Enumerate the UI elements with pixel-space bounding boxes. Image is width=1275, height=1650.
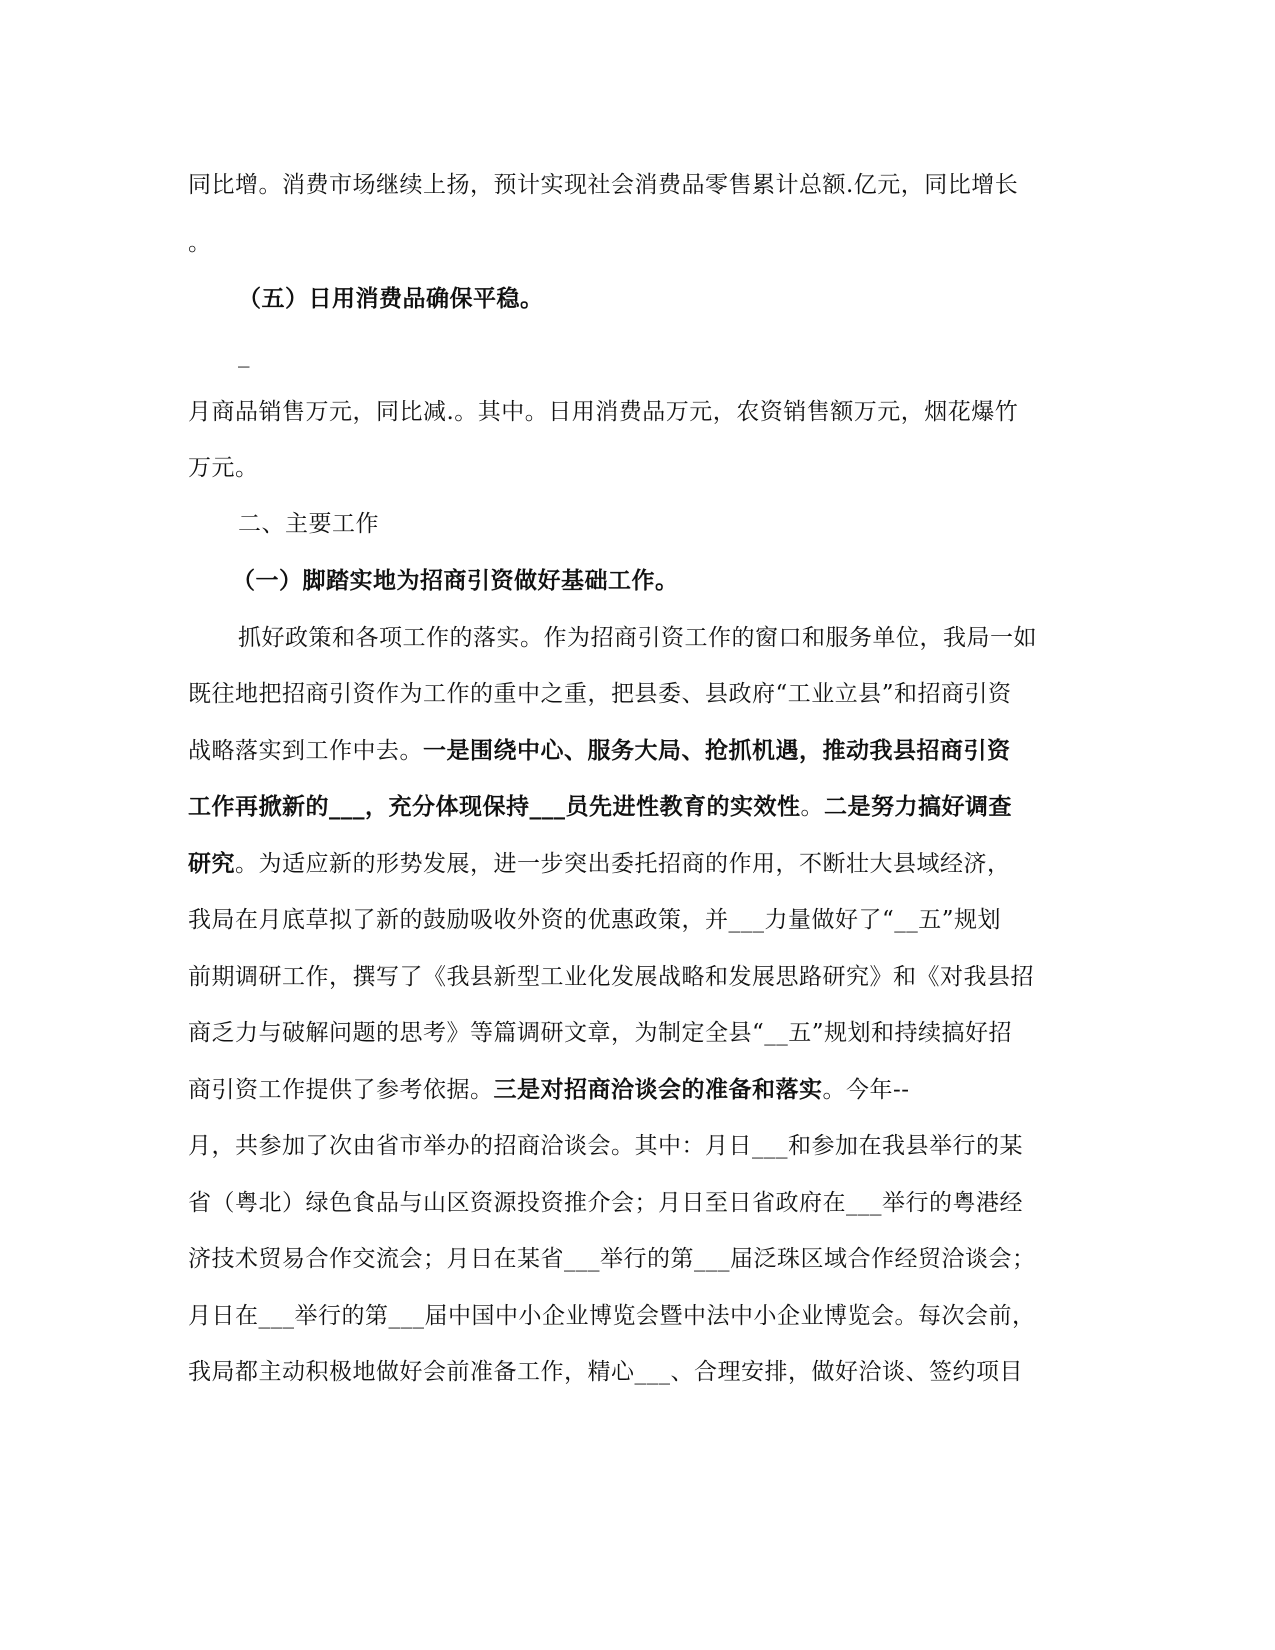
bold-text: 三是对招商洽谈会的准备和落实 xyxy=(493,1077,823,1103)
line-text: 战略落实到工作中去。 xyxy=(188,738,423,764)
section-heading: （五）日用消费品确保平稳。 xyxy=(238,286,544,312)
paragraph-line xyxy=(188,849,1088,879)
paragraph-line: 万元。 xyxy=(188,455,259,481)
section-heading: 二、主要工作 xyxy=(238,511,379,537)
line-text: 商引资工作提供了参考依据。 xyxy=(188,1077,494,1103)
line-text: 。 xyxy=(800,794,824,820)
bold-text: 二是努力搞好调查 xyxy=(824,794,1012,820)
bold-text: 工作再掀新的___，充分体现保持___员先进性教育的实效性 xyxy=(188,794,801,820)
paragraph-line: 同比增。消费市场继续上扬，预计实现社会消费品零售累计总额.亿元，同比增长 xyxy=(188,172,1019,198)
line-text: 。为适应新的形势发展，进一步突出委托招商的作用，不断壮大县域经济， xyxy=(235,851,1011,877)
paragraph-line: 省（粤北）绿色食品与山区资源投资推介会；月日至日省政府在___举行的粤港经 xyxy=(188,1190,1023,1216)
paragraph-line: 。 xyxy=(188,230,212,256)
paragraph-line: 我局在月底草拟了新的鼓励吸收外资的优惠政策，并___力量做好了“__五”规划 xyxy=(188,907,1002,933)
paragraph-line: 既往地把招商引资作为工作的重中之重，把县委、县政府“工业立县”和招商引资 xyxy=(188,681,1012,707)
paragraph-line: 我局都主动积极地做好会前准备工作，精心___、合理安排，做好洽谈、签约项目 xyxy=(188,1359,1023,1385)
paragraph-line: 抓好政策和各项工作的落实。作为招商引资工作的窗口和服务单位，我局一如 xyxy=(238,625,1037,651)
paragraph-line: 前期调研工作，撰写了《我县新型工业化发展战略和发展思路研究》和《对我县招 xyxy=(188,964,1034,990)
paragraph-line xyxy=(188,792,1088,822)
paragraph-line: 商乏力与破解问题的思考》等篇调研文章，为制定全县“__五”规划和持续搞好招 xyxy=(188,1020,1013,1046)
bold-text: 一是围绕中心、服务大局、抢抓机遇，推动我县招商引资 xyxy=(423,738,1011,764)
subsection-heading: （一）脚踏实地为招商引资做好基础工作。 xyxy=(232,568,679,594)
paragraph-line: 月商品销售万元，同比减.。其中。日用消费品万元，农资销售额万元，烟花爆竹 xyxy=(188,399,1019,425)
paragraph-line: 月，共参加了次由省市举办的招商洽谈会。其中：月日___和参加在我县举行的某 xyxy=(188,1133,1023,1159)
line-text: 。今年-- xyxy=(822,1077,910,1103)
paragraph-line xyxy=(188,1075,1088,1105)
paragraph-line xyxy=(188,736,1088,766)
paragraph-line: 月日在___举行的第___届中国中小企业博览会暨中法中小企业博览会。每次会前， xyxy=(188,1303,1036,1329)
paragraph-line: 济技术贸易合作交流会；月日在某省___举行的第___届泛珠区域合作经贸洽谈会； xyxy=(188,1246,1036,1272)
paragraph-line: _ xyxy=(238,342,250,368)
bold-text: 研究 xyxy=(188,851,235,877)
